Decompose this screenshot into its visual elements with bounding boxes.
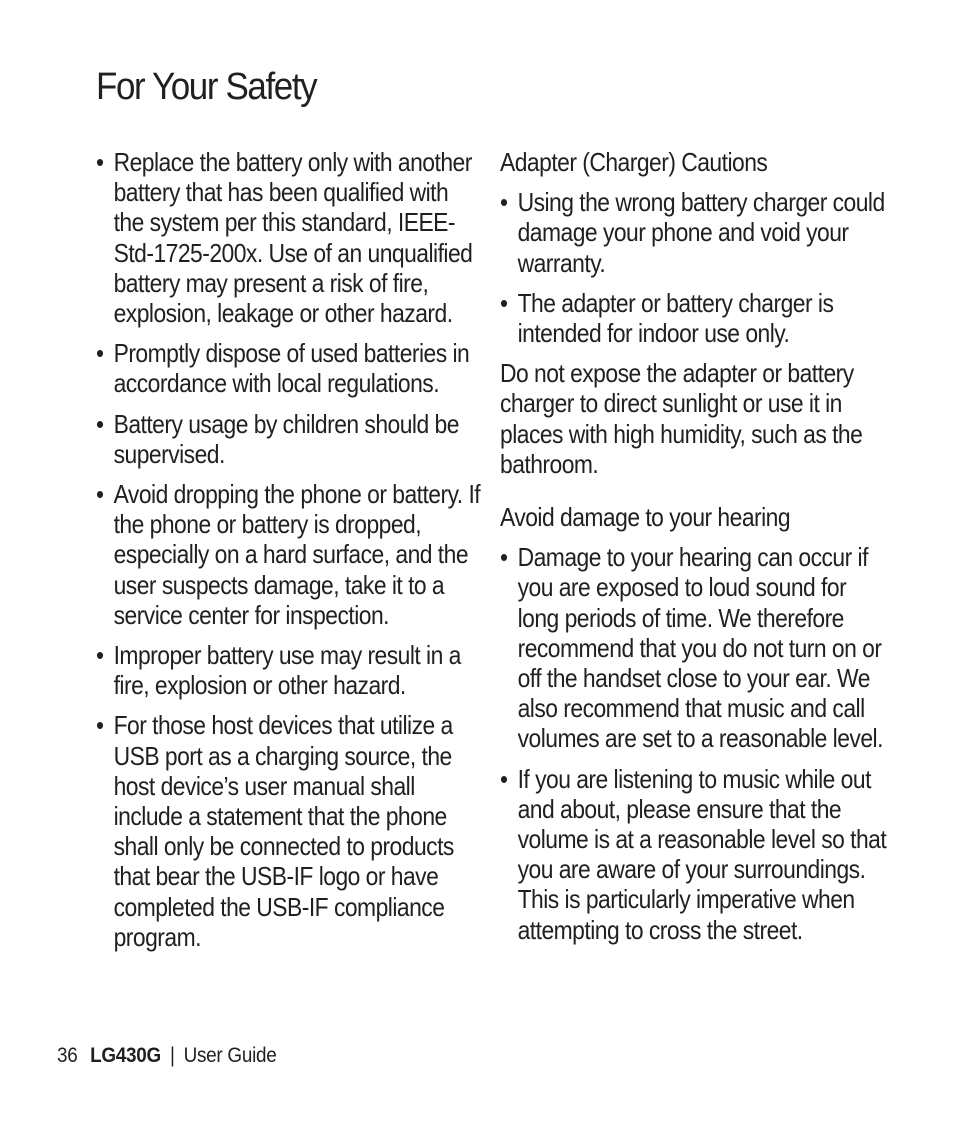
guide-label: User Guide bbox=[183, 1044, 277, 1067]
page-number: 36 bbox=[57, 1044, 78, 1067]
footer-separator: | bbox=[169, 1044, 175, 1067]
list-item: • Avoid dropping the phone or battery. If the phone or battery is dropped, especially on a hard surface, and the user suspects damage, take it to a service center for inspection. bbox=[96, 479, 483, 630]
list-item: • Using the wrong battery charger could damage your phone and void your warranty. bbox=[500, 187, 887, 278]
list-item: • The adapter or battery charger is intended for indoor use only. bbox=[500, 288, 887, 348]
left-column bbox=[96, 147, 488, 962]
list-item: • Promptly dispose of used batteries in accordance with local regulations. bbox=[96, 338, 483, 398]
list-item: • For those host devices that utilize a USB port as a charging source, the host device’s user manual shall include a statement that the phone shall only be connected to products that bear the USB-IF logo or have completed the USB-IF compliance program. bbox=[96, 710, 483, 952]
list-item: • Replace the battery only with another battery that has been qualified with the system per this standard, IEEE-Std-1725-200x. Use of an unqualified battery may present a risk of fire, explosion, leakage or other hazard. bbox=[96, 147, 483, 328]
adapter-cautions-heading: Adapter (Charger) Cautions bbox=[500, 147, 768, 177]
list-item: • If you are listening to music while out and about, please ensure that the volume is at a reasonable level so that you are aware of your surroundings. This is particularly imperative when attempting to cross the street. bbox=[500, 764, 887, 945]
list-item: • Improper battery use may result in a fire, explosion or other hazard. bbox=[96, 640, 483, 700]
page-footer bbox=[57, 1044, 276, 1068]
right-column bbox=[500, 147, 892, 955]
adapter-exposure-paragraph: Do not expose the adapter or battery charger to direct sunlight or use it in places with high humidity, such as the bathroom. bbox=[500, 358, 863, 479]
list-item: • Battery usage by children should be supervised. bbox=[96, 409, 483, 469]
model-name: LG430G bbox=[90, 1044, 161, 1067]
hearing-damage-list bbox=[500, 542, 887, 945]
hearing-damage-heading: Avoid damage to your hearing bbox=[500, 502, 791, 533]
battery-safety-list bbox=[96, 147, 483, 952]
list-item: • Damage to your hearing can occur if you are exposed to loud sound for long periods of time. We therefore recommend that you do not turn on or off the handset close to your ear. We also recommend that music and call volumes are set to a reasonable level. bbox=[500, 542, 887, 753]
adapter-cautions-list bbox=[500, 187, 887, 348]
page-title: For Your Safety bbox=[96, 66, 317, 108]
